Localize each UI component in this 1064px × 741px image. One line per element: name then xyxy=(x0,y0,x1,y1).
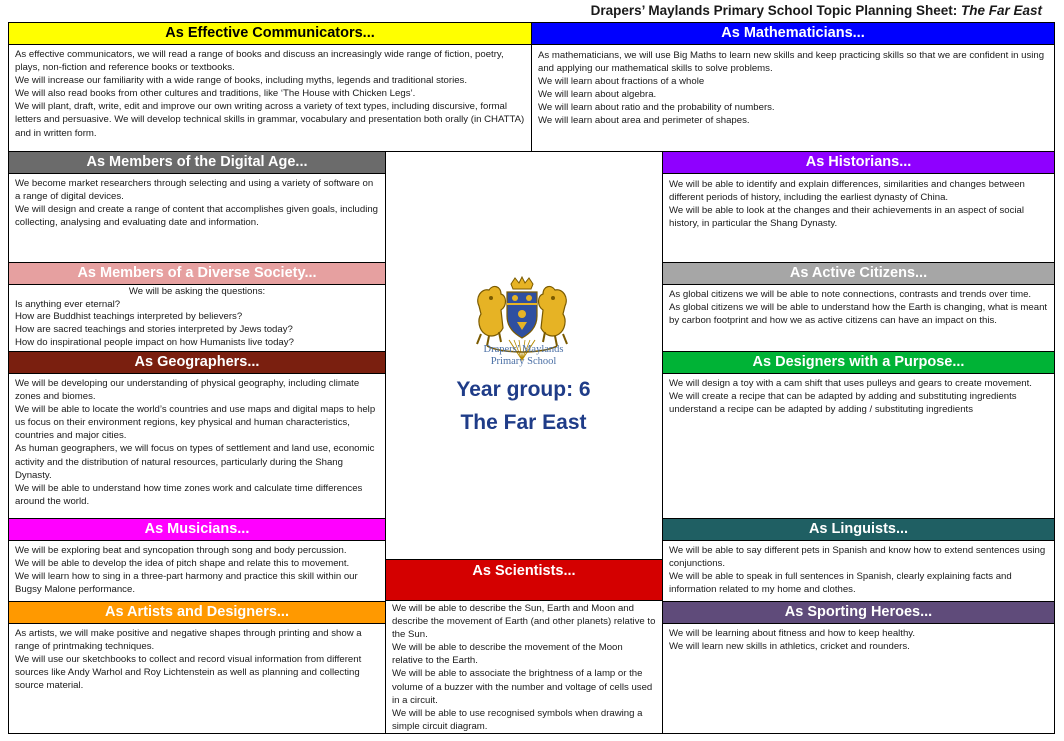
diverse-line: We will be asking the questions: xyxy=(128,286,266,297)
geographers-heading: As Geographers... xyxy=(9,352,385,374)
musicians-line: We will learn how to sing in a three-part harmony and practice this skill within our Bugsy Malone performance. xyxy=(15,571,358,596)
sporting-line: We will be learning about fitness and how to keep healthy. xyxy=(669,628,916,639)
communicators-line: We will increase our familiarity with a wide range of books, including myths, legends and traditional stories. xyxy=(15,75,468,87)
geographers-section xyxy=(8,351,386,519)
citizens-section xyxy=(662,262,1055,352)
historians-line: We will be able to look at the changes and their achievements in an aspect of social history, in particular the Shang Dynasty. xyxy=(669,205,1025,230)
title-topic: The Far East xyxy=(960,3,1042,18)
topic-title: The Far East xyxy=(460,411,587,434)
historians-line: We will be able to identify and explain differences, similarities and changes between different periods of history, including the earliest dynasty of China. xyxy=(669,179,1025,204)
designers-line: We will create a recipe that can be adapted by adding and substituting ingredients understand a recipe can be adapted by adding / substituting ingredients xyxy=(669,391,1017,416)
mathematicians-section xyxy=(531,22,1055,152)
diverse-heading: As Members of a Diverse Society... xyxy=(9,263,385,285)
school-name xyxy=(385,344,662,368)
digital-heading: As Members of the Digital Age... xyxy=(9,152,385,174)
geographers-line: We will be able to understand how time zones work and calculate time differences around the world. xyxy=(15,482,363,507)
artists-section xyxy=(8,601,386,734)
mathematicians-line: We will learn about area and perimeter of shapes. xyxy=(538,115,750,127)
communicators-section xyxy=(8,22,532,152)
mathematicians-line: As mathematicians, we will use Big Maths to learn new skills and keep practicing skills so that we are confident in using and applying our mathematical skills to solve problems. xyxy=(538,50,1045,75)
designers-heading: As Designers with a Purpose... xyxy=(663,352,1054,374)
scientists-section xyxy=(385,559,663,734)
mathematicians-line: We will learn about ratio and the probability of numbers. xyxy=(538,102,775,114)
geographers-line: As human geographers, we will focus on types of settlement and land use, economic activity and the distribution of natural resources, particularly during the Shang Dynasty. xyxy=(15,443,375,481)
designers-line: We will design a toy with a cam shift that uses pulleys and gears to create movement. xyxy=(669,378,1032,389)
sporting-line: We will learn new skills in athletics, cricket and rounders. xyxy=(669,641,910,653)
musicians-body xyxy=(9,541,385,596)
musicians-line: We will be able to develop the idea of pitch shape and relate this to movement. xyxy=(15,558,350,570)
year-group: Year group: 6 xyxy=(456,378,591,401)
designers-section xyxy=(662,351,1055,519)
communicators-line: We will plant, draft, write, edit and improve our own writing across a variety of text types, including discursive, formal letters and persuasive. We will develop technical skills in grammar, vocabulary and presentation both orally (in CHATTA) and in written form. xyxy=(15,101,525,139)
center-panel xyxy=(385,151,662,560)
scientists-line: We will be able to use recognised symbols when drawing a simple circuit diagram. xyxy=(392,707,643,732)
designers-body xyxy=(663,374,1054,416)
scientists-line: We will be able to describe the Sun, Earth and Moon and describe the movement of Earth (and other planets) relative to the Sun. xyxy=(392,603,656,641)
mathematicians-line: We will learn about algebra. xyxy=(538,89,657,101)
school-name-line: Drapers’ Maylands xyxy=(483,344,564,355)
scientists-line: We will be able to describe the movement of the Moon relative to the Earth. xyxy=(392,642,623,667)
citizens-line: As global citizens we will be able to understand how the Earth is changing, what is meant by carbon footprint and how we as active citizens can have an impact on this. xyxy=(669,302,1048,327)
musicians-heading: As Musicians... xyxy=(9,519,385,541)
diverse-line: How are Buddhist teachings interpreted by believers? xyxy=(15,311,243,323)
linguists-heading: As Linguists... xyxy=(663,519,1054,541)
page-title xyxy=(591,3,1042,18)
geographers-line: We will be developing our understanding of physical geography, including climate zones and biomes. xyxy=(15,378,360,403)
diverse-line: How are sacred teachings and stories interpreted by Jews today? xyxy=(15,324,293,336)
geographers-line: We will be able to locate the world’s countries and use maps and digital maps to help us focus on their environment regions, key physical and human characteristics, countries and major cities. xyxy=(15,404,376,442)
sporting-body xyxy=(663,624,1054,653)
communicators-line: As effective communicators, we will read a range of books and discuss an increasingly wide range of fiction, poetry, plays, non-fiction and reference books or textbooks. xyxy=(15,49,504,74)
communicators-line: We will also read books from other cultures and traditions, like ‘The House with Chicken Legs’. xyxy=(15,88,416,100)
musicians-section xyxy=(8,518,386,602)
historians-section xyxy=(662,151,1055,263)
scientists-line: We will be able to associate the brightness of a lamp or the volume of a buzzer with the number and voltage of cells used in a circuit. xyxy=(392,668,653,706)
communicators-heading: As Effective Communicators... xyxy=(9,23,531,45)
citizens-line: As global citizens we will be able to note connections, contrasts and trends over time. xyxy=(669,289,1032,300)
mathematicians-line: We will learn about fractions of a whole xyxy=(538,76,705,88)
mathematicians-heading: As Mathematicians... xyxy=(532,23,1054,45)
scientists-heading: As Scientists... xyxy=(386,560,662,601)
mathematicians-body xyxy=(532,45,1054,128)
sporting-section xyxy=(662,601,1055,734)
title-prefix: Drapers’ Maylands Primary School Topic Planning Sheet: xyxy=(590,3,961,18)
artists-heading: As Artists and Designers... xyxy=(9,602,385,624)
geographers-body xyxy=(9,374,385,508)
artists-body xyxy=(9,624,385,692)
artists-line: As artists, we will make positive and negative shapes through printing and show a range of printmaking techniques. xyxy=(15,628,362,653)
digital-line: We become market researchers through selecting and using a variety of software on a range of digital devices. xyxy=(15,178,374,203)
linguists-body xyxy=(663,541,1054,596)
citizens-heading: As Active Citizens... xyxy=(663,263,1054,285)
historians-body xyxy=(663,174,1054,230)
digital-line: We will design and create a range of content that accomplishes given goals, including collecting, analysing and evaluating date and information. xyxy=(15,204,379,229)
diverse-line: How do inspirational people impact on how Humanists live today? xyxy=(15,336,294,348)
historians-heading: As Historians... xyxy=(663,152,1054,174)
digital-body xyxy=(9,174,385,229)
artists-line: We will use our sketchbooks to collect and record visual information from different sources like Andy Warhol and Roy Lichtenstein as well as planning and collecting source material. xyxy=(15,654,362,692)
linguists-section xyxy=(662,518,1055,602)
scientists-body xyxy=(386,601,662,733)
diverse-body xyxy=(9,285,385,350)
digital-section xyxy=(8,151,386,263)
linguists-line: We will be able to say different pets in Spanish and know how to extend sentences using conjunctions. xyxy=(669,545,1046,570)
musicians-line: We will be exploring beat and syncopation through song and body percussion. xyxy=(15,545,347,556)
communicators-body xyxy=(9,45,531,140)
sporting-heading: As Sporting Heroes... xyxy=(663,602,1054,624)
linguists-line: We will be able to speak in full sentences in Spanish, clearly explaining facts and information related to my home and clothes. xyxy=(669,571,1012,596)
diverse-line: Is anything ever eternal? xyxy=(15,298,121,310)
diverse-section xyxy=(8,262,386,352)
school-name-line: Primary School xyxy=(490,356,557,367)
citizens-body xyxy=(663,285,1054,327)
